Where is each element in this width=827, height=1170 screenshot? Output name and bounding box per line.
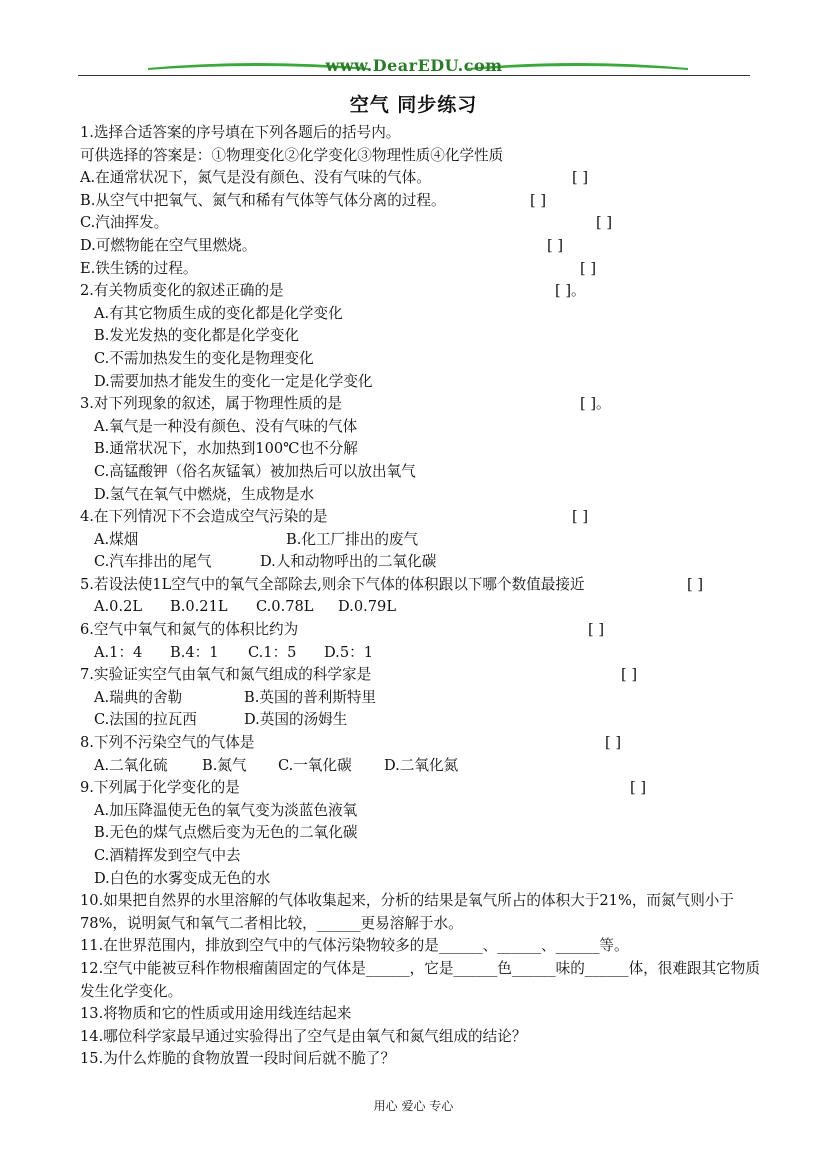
site-name: www.DearEDU.com (325, 56, 503, 75)
answer-bracket: [ ] (572, 508, 589, 526)
q6-option-b: B.4：1 (170, 643, 219, 661)
q9-stem (80, 777, 770, 800)
q8-option-b: B.氮气 (202, 756, 247, 774)
q7-stem-text: 7.实验证实空气由氧气和氮气组成的科学家是 (80, 666, 372, 684)
q9-option-c: C.酒精挥发到空气中去 (94, 847, 241, 864)
q1-item-d (80, 235, 770, 258)
q1-item-b-text: B.从空气中把氧气、氮气和稀有气体等气体分离的过程。 (80, 191, 446, 209)
q3-stem (80, 393, 770, 416)
q4-option-d: D.人和动物呼出的二氧化碳 (260, 553, 437, 571)
q8-option-a: A.二氧化硫 (94, 756, 168, 774)
q12: 12.空气中能被豆科作物根瘤菌固定的气体是______，它是______色______味的______体，很难跟其它物质发生化学变化。 (80, 959, 760, 1000)
q9-stem-text: 9.下列属于化学变化的是 (80, 779, 240, 797)
q5-stem (80, 574, 770, 597)
q2-option-d: D.需要加热才能发生的变化一定是化学变化 (94, 372, 373, 390)
q4-stem-text: 4.在下列情况下不会造成空气污染的是 (80, 508, 328, 526)
q3-option-b: B.通常状况下，水加热到100℃也不分解 (94, 440, 358, 458)
page-title: 空气 同步练习 (349, 94, 478, 116)
answer-bracket: [ ]。 (555, 282, 586, 300)
q1-item-b (80, 190, 770, 213)
q3-option-a: A.氧气是一种没有颜色、没有气味的气体 (94, 417, 358, 435)
header-rule (78, 75, 750, 76)
q5-option-b: B.0.21L (170, 598, 228, 616)
answer-bracket: [ ] (605, 734, 622, 752)
q2-option-b: B.发光发热的变化都是化学变化 (94, 327, 300, 345)
q2-stem-text: 2.有关物质变化的叙述正确的是 (80, 282, 284, 300)
page-footer: 用心 爱心 专心 (373, 1099, 454, 1113)
exercise-content (80, 122, 770, 1071)
q2-option-a: A.有其它物质生成的变化都是化学变化 (94, 304, 343, 322)
q1-item-c (80, 212, 770, 235)
q8-stem-text: 8.下列不污染空气的气体是 (80, 734, 255, 752)
q4-option-c: C.汽车排出的尾气 (94, 553, 212, 571)
q6-stem-text: 6.空气中氧气和氮气的体积比约为 (80, 621, 299, 639)
q5-stem-text: 5.若设法使1L空气中的氧气全部除去,则余下气体的体积跟以下哪个数值最接近 (80, 575, 585, 593)
answer-bracket: [ ] (630, 779, 647, 797)
answer-bracket: [ ] (580, 259, 597, 277)
q3-option-c: C.高锰酸钾（俗名灰锰氧）被加热后可以放出氧气 (94, 462, 416, 480)
q13: 13.将物质和它的性质或用途用线连结起来 (80, 1005, 352, 1023)
q1-item-a-text: A.在通常状况下，氮气是没有颜色、没有气味的气体。 (80, 169, 431, 187)
q9-option-a: A.加压降温使无色的氧气变为淡蓝色液氧 (94, 801, 358, 819)
q1-item-a (80, 167, 770, 190)
q1-item-e-text: E.铁生锈的过程。 (80, 259, 198, 277)
q6-options (80, 642, 770, 665)
q7-option-a: A.瑞典的舍勒 (94, 688, 183, 706)
answer-bracket: [ ] (687, 575, 704, 593)
q8-stem (80, 732, 770, 755)
q9-option-d: D.白色的水雾变成无色的水 (94, 869, 271, 887)
q6-option-c: C.1：5 (248, 643, 297, 661)
q5-option-a: A.0.2L (94, 598, 143, 616)
q3-stem-text: 3.对下列现象的叙述，属于物理性质的是 (80, 395, 343, 413)
q7-option-c: C.法国的拉瓦西 (94, 711, 197, 729)
q5-options (80, 596, 770, 619)
answer-bracket: [ ] (547, 236, 564, 254)
q6-stem (80, 619, 770, 642)
q2-stem (80, 280, 770, 303)
q6-option-a: A.1：4 (94, 643, 143, 661)
q14: 14.哪位科学家最早通过实验得出了空气是由氧气和氮气组成的结论？ (80, 1027, 527, 1045)
q4-options-row-1 (80, 529, 770, 552)
q7-options-row-1 (80, 687, 770, 710)
answer-bracket: [ ] (596, 214, 613, 232)
q7-stem (80, 664, 770, 687)
answer-bracket: [ ] (572, 169, 589, 187)
q8-options (80, 755, 770, 778)
q4-option-a: A.煤烟 (94, 530, 139, 548)
q7-option-d: D.英国的汤姆生 (244, 711, 348, 729)
q4-stem (80, 506, 770, 529)
q5-option-c: C.0.78L (256, 598, 314, 616)
q4-options-row-2 (80, 551, 770, 574)
q10: 10.如果把自然界的水里溶解的气体收集起来，分析的结果是氧气所占的体积大于21%，而氮气则小于78%，说明氮气和氧气二者相比较，______更易溶解于水。 (80, 892, 734, 932)
q7-option-b: B.英国的普利斯特里 (244, 688, 377, 706)
q8-option-d: D.二氧化氮 (384, 756, 459, 774)
q1-item-c-text: C.汽油挥发。 (80, 214, 169, 232)
q11: 11.在世界范围内，排放到空气中的气体污染物较多的是______、______、______等。 (80, 937, 629, 955)
q1-stem: 1.选择合适答案的序号填在下列各题后的括号内。 (80, 124, 401, 141)
q8-option-c: C.一氧化碳 (278, 756, 352, 774)
q5-option-d: D.0.79L (338, 598, 397, 616)
answer-bracket: [ ]。 (580, 395, 611, 413)
q3-option-d: D.氢气在氧气中燃烧，生成物是水 (94, 485, 315, 503)
answer-bracket: [ ] (588, 621, 605, 639)
q1-item-e (80, 258, 770, 281)
q6-option-d: D.5：1 (324, 643, 373, 661)
q15: 15.为什么炸脆的食物放置一段时间后就不脆了？ (80, 1050, 396, 1068)
q1-item-d-text: D.可燃物能在空气里燃烧。 (80, 236, 257, 254)
q9-option-b: B.无色的煤气点燃后变为无色的二氧化碳 (94, 824, 358, 842)
q1-choices: 可供选择的答案是：①物理变化②化学变化③物理性质④化学性质 (80, 146, 504, 164)
q2-option-c: C.不需加热发生的变化是物理变化 (94, 349, 314, 367)
q7-options-row-2 (80, 709, 770, 732)
answer-bracket: [ ] (621, 666, 638, 684)
q4-option-b: B.化工厂排出的废气 (286, 530, 419, 548)
page-header (78, 52, 750, 78)
answer-bracket: [ ] (530, 191, 547, 209)
